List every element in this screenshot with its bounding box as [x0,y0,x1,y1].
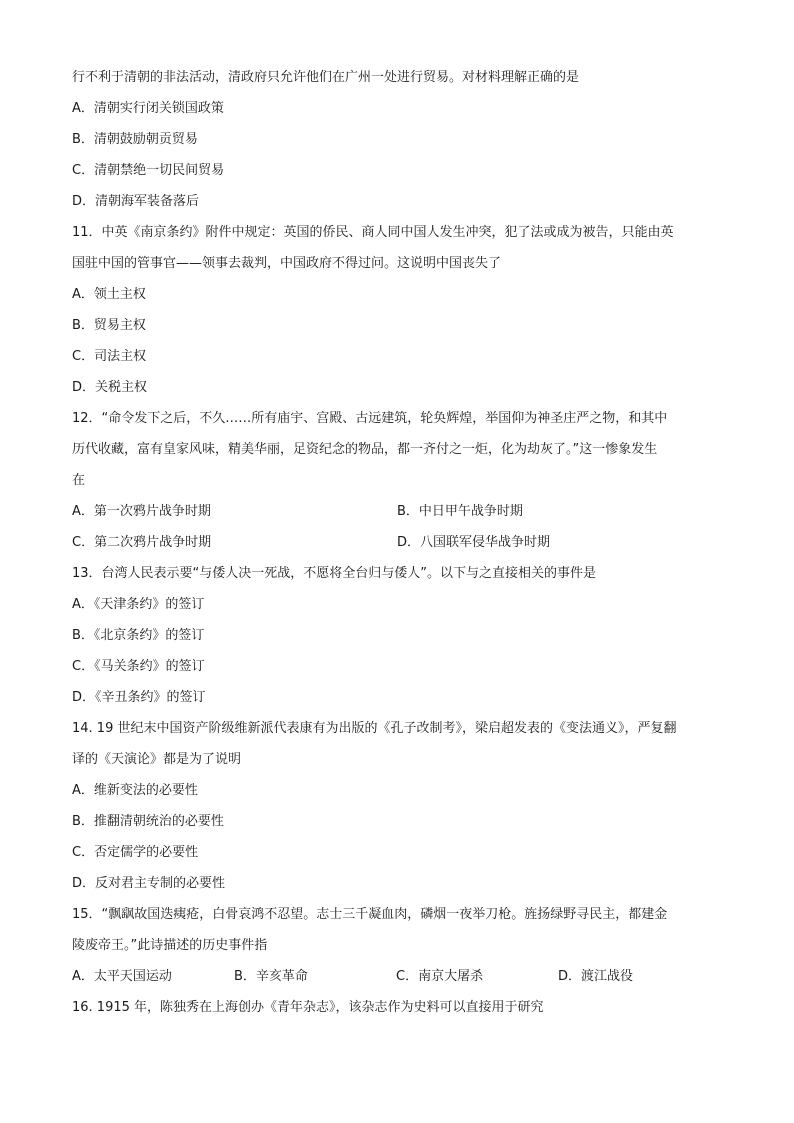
question-13-option-c: C．《马关条约》的签订 [72,659,205,674]
question-15-option-c: C．南京大屠杀 [396,969,484,984]
question-12-stem-line3: 在 [72,473,86,488]
question-12-stem-line1: 12．“命令发下之后，不久……所有庙宇、宫殿、古远建筑，轮奂辉煌，举国仰为神圣庄严之物，和其中 [72,411,668,426]
question-15-options-row [72,961,722,992]
question-14-option-b: B．推翻清朝统治的必要性 [72,814,224,829]
question-11-stem-line1: 11．中英《南京条约》附件中规定：英国的侨民、商人同中国人发生冲突，犯了法或成为被告，只能由英 [72,225,674,240]
question-15-option-b: B．辛亥革命 [234,969,308,984]
question-12-option-c: C．第二次鸦片战争时期 [72,535,212,550]
question-12-option-a: A．第一次鸦片战争时期 [72,504,211,519]
question-12-options-row2 [72,527,722,558]
question-14-option-a: A．维新变法的必要性 [72,783,198,798]
question-10-option-a: A．清朝实行闭关锁国政策 [72,101,224,116]
question-11-option-b: B．贸易主权 [72,318,146,333]
question-13-option-d: D．《辛丑条约》的签订 [72,690,206,705]
question-12-option-b: B．中日甲午战争时期 [397,504,523,519]
question-12-stem-line2: 历代收藏，富有皇家风味，精美华丽，足资纪念的物品，都一齐付之一炬，化为劫灰了。”这一惨象发生 [72,442,658,457]
question-14-option-c: C．否定儒学的必要性 [72,845,199,860]
question-16-stem: 16. 1915 年，陈独秀在上海创办《青年杂志》，该杂志作为史料可以直接用于研究 [72,1000,544,1015]
question-15-stem-line1: 15．“飘飖故国迭痍疮，白骨哀鸿不忍望。志士三千凝血肉，磷烟一夜举刀枪。旌扬绿野寻民主，都建金 [72,907,668,922]
question-14-stem-line2: 译的《天演论》都是为了说明 [72,752,242,767]
question-10-option-b: B．清朝鼓励朝贡贸易 [72,132,198,147]
question-12-options-row1 [72,496,722,527]
question-11-option-d: D．关税主权 [72,380,148,395]
question-11-option-c: C．司法主权 [72,349,147,364]
question-14-stem-line1: 14. 19 世纪末中国资产阶级维新派代表康有为出版的《孔子改制考》，梁启超发表的《变法通义》，严复翻 [72,721,677,736]
question-10-option-c: C．清朝禁绝一切民间贸易 [72,163,225,178]
question-15-option-d: D．渡江战役 [558,969,634,984]
question-11-stem-line2: 国驻中国的管事官——领事去裁判，中国政府不得过问。这说明中国丧失了 [72,256,502,271]
question-15-stem-line2: 陵废帝王。”此诗描述的历史事件指 [72,938,268,953]
exam-page [72,62,722,1023]
question-13-option-a: A．《天津条约》的签订 [72,597,205,612]
question-10-stem-end: 行不利于清朝的非法活动，清政府只允许他们在广州一处进行贸易。对材料理解正确的是 [72,70,580,85]
question-13-option-b: B．《北京条约》的签订 [72,628,205,643]
question-12-option-d: D．八国联军侵华战争时期 [397,535,551,550]
question-15-option-a: A．太平天国运动 [72,969,172,984]
question-14-option-d: D．反对君主专制的必要性 [72,876,226,891]
question-10-option-d: D．清朝海军装备落后 [72,194,200,209]
question-13-stem: 13．台湾人民表示要“与倭人决一死战，不愿将全台归与倭人”。以下与之直接相关的事件是 [72,566,597,581]
question-11-option-a: A．领土主权 [72,287,146,302]
